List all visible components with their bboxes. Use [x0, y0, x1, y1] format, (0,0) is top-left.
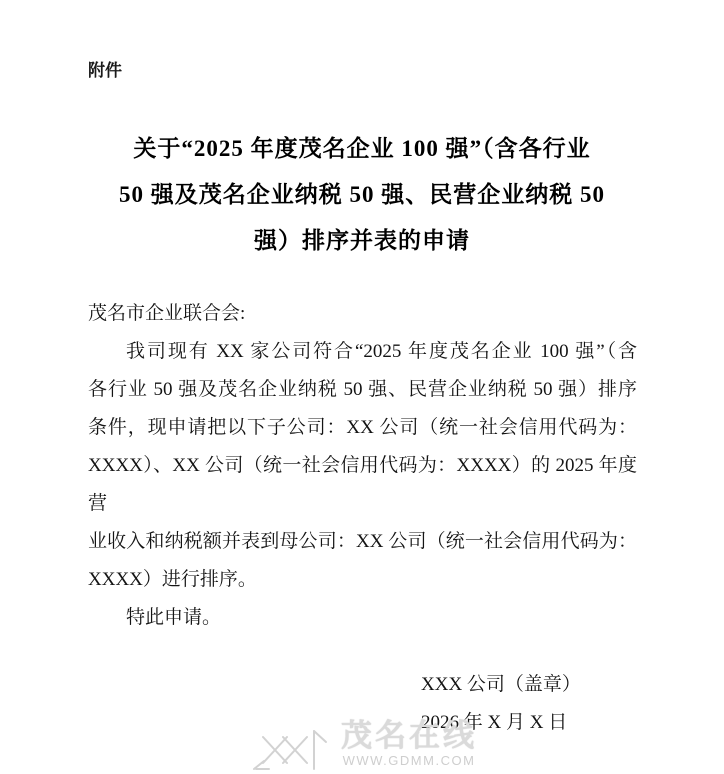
- document-title-line-1: 关于“2025 年度茂名企业 100 强”（含各行业: [133, 136, 591, 161]
- watermark-logo-icon: [251, 721, 329, 774]
- document-title-line-3: 强）排序并表的申请: [254, 228, 470, 253]
- body-line: XXXX）进行排序。: [88, 569, 257, 590]
- salutation: 茂名市企业联合会:: [88, 303, 246, 324]
- attachment-label: 附件: [88, 61, 122, 80]
- watermark-site-name: 茂名在线: [341, 718, 477, 753]
- signature-company: XXX 公司（盖章）: [421, 674, 581, 695]
- body-line: 业收入和纳税额并表到母公司：XX 公司（统一社会信用代码为：: [88, 531, 637, 552]
- signature-block: [421, 666, 581, 742]
- body-line: 条件，现申请把以下子公司：XX 公司（统一社会信用代码为：: [88, 417, 637, 438]
- document-title-line-2: 50 强及茂名企业纳税 50 强、民营企业纳税 50: [119, 182, 605, 207]
- closing-line: 特此申请。: [126, 607, 222, 628]
- body-line: 各行业 50 强及茂名企业纳税 50 强、民营企业纳税 50 强）排序: [88, 379, 637, 400]
- watermark-site-url: WWW.GDMM.COM: [342, 753, 476, 768]
- signature-date: 2026 年 X 月 X 日: [421, 712, 568, 733]
- body-line: XXXX）、XX 公司（统一社会信用代码为：XXXX）的 2025 年度营: [88, 455, 637, 514]
- letter-body: [88, 295, 637, 637]
- document-title: [52, 126, 672, 264]
- body-line: 我司现有 XX 家公司符合“2025 年度茂名企业 100 强”（含: [126, 341, 637, 362]
